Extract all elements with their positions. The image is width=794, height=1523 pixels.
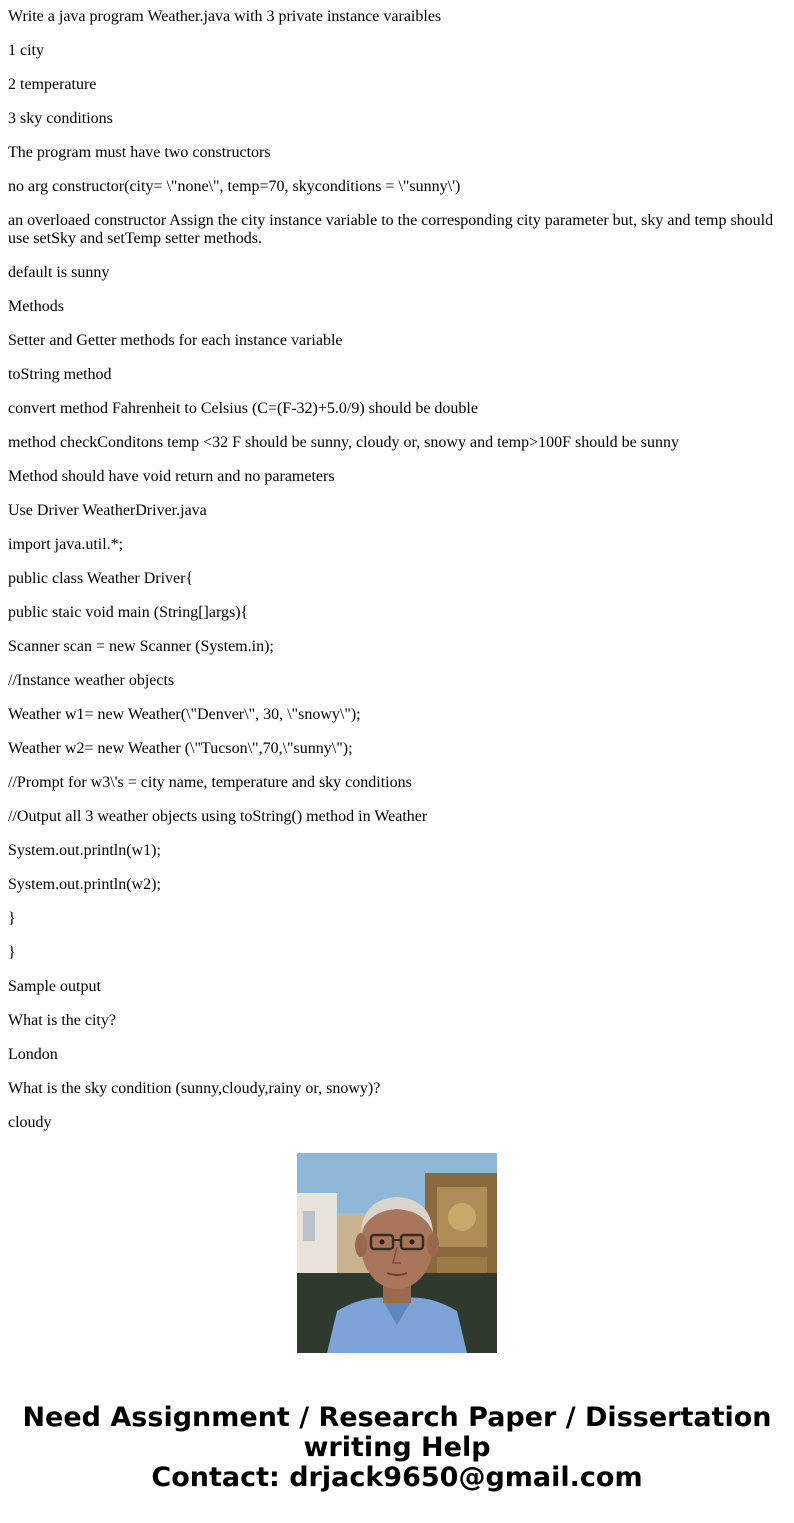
code-line: public class Weather Driver{ [8, 570, 194, 587]
code-line: System.out.println(w2); [8, 876, 161, 893]
text-line: Method should have void return and no parameters [8, 468, 335, 485]
text-line: default is sunny [8, 264, 110, 281]
text-line: Write a java program Weather.java with 3 private instance varaibles [8, 8, 442, 25]
text-line: What is the sky condition (sunny,cloudy,rainy or, snowy)? [8, 1080, 381, 1097]
text-line: cloudy [8, 1114, 52, 1131]
question-text [8, 0, 786, 1131]
code-line: public staic void main (String[]args){ [8, 604, 249, 621]
text-line: Sample output [8, 978, 101, 995]
text-line: London [8, 1046, 58, 1063]
code-line: import java.util.*; [8, 536, 124, 553]
text-line: an overloaed constructor Assign the city instance variable to the corresponding city parameter but, sky and temp should use setSky and setTemp setter methods. [8, 212, 774, 247]
text-line: method checkConditons temp <32 F should be sunny, cloudy or, snowy and temp>100F should be sunny [8, 434, 679, 451]
contact-email: Contact: drjack9650@gmail.com [151, 1462, 643, 1493]
text-line: 2 temperature [8, 76, 97, 93]
person-portrait-icon [297, 1153, 497, 1353]
text-line: Methods [8, 298, 64, 315]
code-line: //Instance weather objects [8, 672, 175, 689]
text-line: 3 sky conditions [8, 110, 113, 127]
code-line: //Prompt for w3\'s = city name, temperature and sky conditions [8, 774, 412, 791]
code-line: //Output all 3 weather objects using toString() method in Weather [8, 808, 428, 825]
code-line: } [8, 910, 16, 927]
text-line: convert method Fahrenheit to Celsius (C=(F-32)+5.0/9) should be double [8, 400, 478, 417]
text-line: What is the city? [8, 1012, 116, 1029]
text-line: The program must have two constructors [8, 144, 271, 161]
text-line: toString method [8, 366, 112, 383]
text-line: 1 city [8, 42, 44, 59]
code-line: Weather w2= new Weather (\"Tucson\",70,\"sunny\"); [8, 740, 353, 757]
promo-line: writing Help [303, 1432, 491, 1463]
text-line: Setter and Getter methods for each instance variable [8, 332, 343, 349]
code-line: Weather w1= new Weather(\"Denver\", 30, \"snowy\"); [8, 706, 361, 723]
code-line: System.out.println(w1); [8, 842, 161, 859]
code-line: Scanner scan = new Scanner (System.in); [8, 638, 274, 655]
code-line: } [8, 944, 16, 961]
promo-line: Need Assignment / Research Paper / Dissertation [22, 1402, 772, 1433]
contact-banner [0, 1403, 794, 1493]
text-line: no arg constructor(city= \"none\", temp=70, skyconditions = \"sunny\') [8, 178, 461, 195]
text-line: Use Driver WeatherDriver.java [8, 502, 207, 519]
